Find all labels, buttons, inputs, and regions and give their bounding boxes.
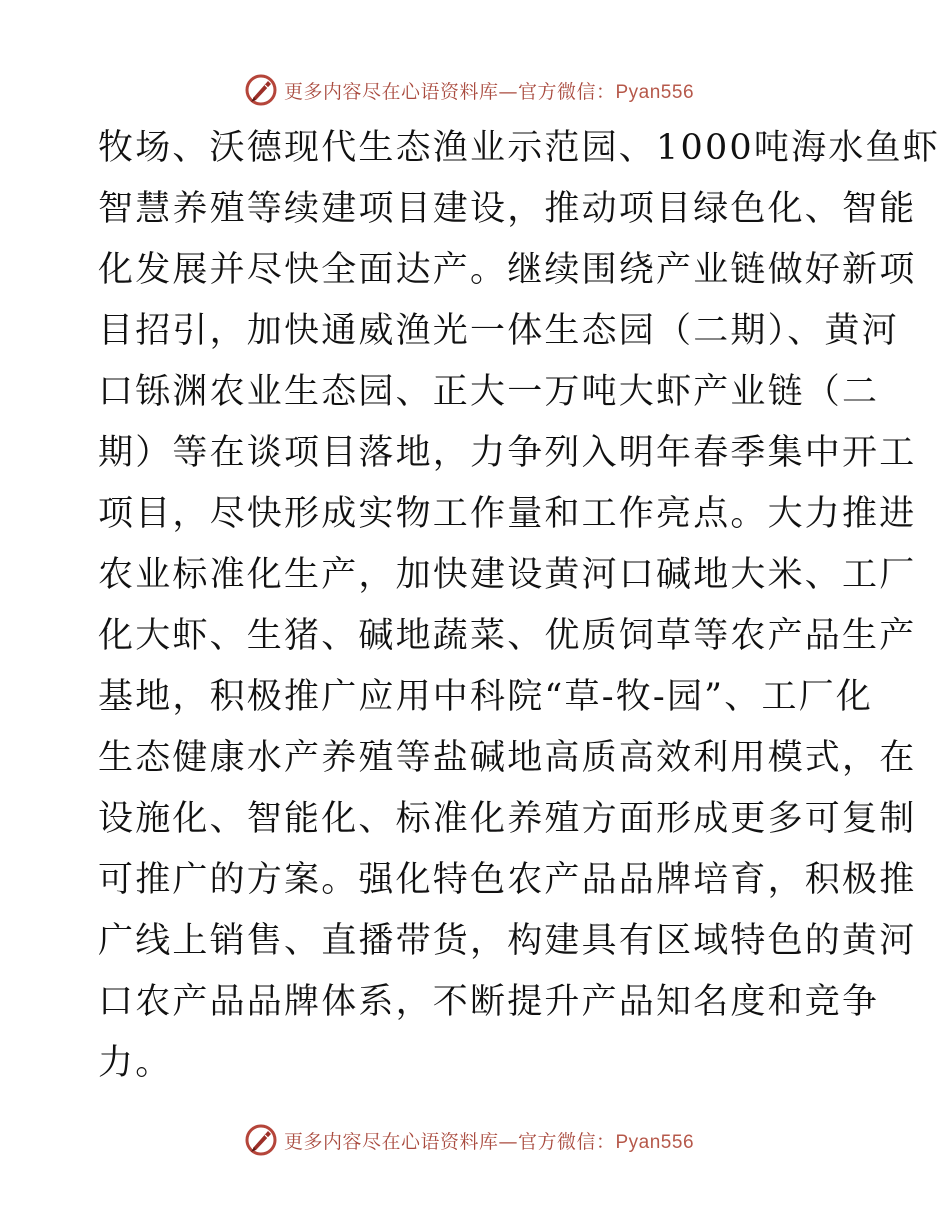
footer-banner [0, 1120, 950, 1160]
body-line: 基地，积极推广应用中科院“草-牧-园”、工厂化 [98, 677, 874, 717]
body-line: 化大虾、生猪、碱地蔬菜、优质饲草等农产品生产 [98, 616, 917, 656]
header-promo-text: 更多内容尽在心语资料库 [283, 80, 499, 103]
body-line: 生态健康水产养殖等盐碱地高质高效利用模式，在 [98, 738, 917, 778]
body-line: 项目，尽快形成实物工作量和工作亮点。大力推进 [98, 494, 917, 534]
header-wechat-label: 官方微信： [517, 80, 616, 103]
header-dash: — [498, 80, 518, 103]
footer-banner-content [244, 1123, 694, 1157]
body-line: 广线上销售、直播带货，构建具有区域特色的黄河 [98, 921, 917, 961]
body-line: 力。 [98, 1043, 173, 1083]
header-banner-content [244, 73, 694, 107]
body-line: 可推广的方案。强化特色农产品品牌培育，积极推 [98, 860, 917, 900]
footer-dash: — [498, 1130, 518, 1153]
document-body [98, 122, 940, 1098]
header-wechat-id: Pyan556 [615, 81, 695, 103]
header-banner [0, 70, 950, 110]
quill-pen-logo-icon [244, 1123, 278, 1157]
header-banner-text [284, 77, 694, 104]
body-line: 目招引，加快通威渔光一体生态园（二期）、黄河 [98, 311, 899, 351]
body-line: 牧场、沃德现代生态渔业示范园、1000吨海水鱼虾 [98, 128, 940, 168]
body-line: 农业标准化生产，加快建设黄河口碱地大米、工厂 [98, 555, 917, 595]
footer-promo-text: 更多内容尽在心语资料库 [283, 1130, 499, 1153]
body-line: 设施化、智能化、标准化养殖方面形成更多可复制 [98, 799, 917, 839]
footer-banner-text [284, 1127, 694, 1154]
body-line: 期）等在谈项目落地，力争列入明年春季集中开工 [98, 433, 917, 473]
body-line: 智慧养殖等续建项目建设，推动项目绿色化、智能 [98, 189, 917, 229]
body-line: 化发展并尽快全面达产。继续围绕产业链做好新项 [98, 250, 917, 290]
body-line: 口农产品品牌体系，不断提升产品知名度和竞争 [98, 982, 880, 1022]
quill-pen-logo-icon [244, 73, 278, 107]
footer-wechat-label: 官方微信： [517, 1130, 616, 1153]
footer-wechat-id: Pyan556 [615, 1131, 695, 1153]
body-line: 口铄渊农业生态园、正大一万吨大虾产业链（二 [98, 372, 880, 412]
